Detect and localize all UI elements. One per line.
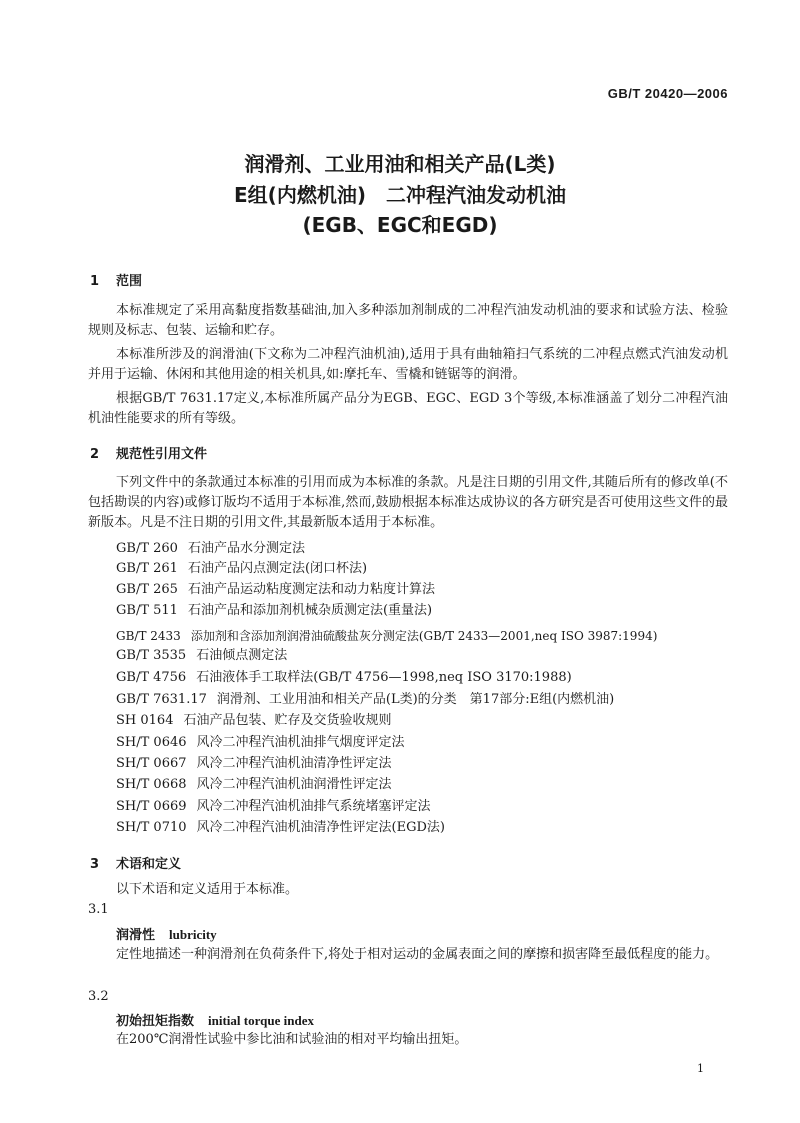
reference-title: 石油液体手工取样法(GB/T 4756—1998,neq ISO 3170:1988) — [196, 670, 572, 685]
section-number: 2 — [90, 447, 100, 462]
section-title: 范围 — [116, 274, 143, 289]
reference-code: SH/T 0710 — [116, 820, 187, 835]
reference-title: 石油产品包装、贮存及交货验收规则 — [183, 713, 392, 728]
reference-code: SH/T 0646 — [116, 735, 187, 750]
section-2-intro: 下列文件中的条款通过本标准的引用而成为本标准的条款。凡是注日期的引用文件,其随后所有的修改单(不包括勘误的内容)或修订版均不适用于本标准,然而,鼓励根据本标准达成协议的各方研究是否可使用这些文件的最新版本。凡是不注日期的引用文件,其最新版本适用于本标准。 — [88, 475, 728, 530]
reference-item — [116, 539, 305, 559]
reference-code: SH 0164 — [116, 713, 174, 728]
section-number: 1 — [90, 274, 100, 289]
reference-title: 石油倾点测定法 — [196, 648, 288, 663]
reference-item — [116, 580, 435, 600]
reference-item — [116, 797, 431, 817]
reference-item — [116, 601, 432, 621]
section-1-paragraph-1: 本标准规定了采用高黏度指数基础油,加入多种添加剂制成的二冲程汽油发动机油的要求和试验方法、检验规则及标志、包装、运输和贮存。 — [88, 303, 728, 338]
reference-title: 石油产品运动粘度测定法和动力粘度计算法 — [187, 582, 435, 597]
term-chinese: 润滑性 — [116, 928, 156, 943]
standard-code: GB/T 20420—2006 — [607, 86, 728, 101]
term-english: lubricity — [169, 927, 217, 942]
reference-item — [116, 754, 392, 774]
reference-code: GB/T 4756 — [116, 670, 187, 685]
title-line-3: (EGB、EGC和EGD) — [302, 213, 498, 237]
reference-code: GB/T 7631.17 — [116, 692, 207, 707]
reference-title: 添加剂和含添加剂润滑油硫酸盐灰分测定法(GB/T 2433—2001,neq ISO 3987:1994) — [190, 629, 658, 643]
reference-title: 石油产品水分测定法 — [187, 541, 305, 556]
reference-code: SH/T 0669 — [116, 799, 187, 814]
reference-code: GB/T 3535 — [116, 648, 187, 663]
reference-item — [116, 626, 657, 646]
term-heading — [116, 924, 217, 943]
reference-item — [116, 711, 391, 731]
term-number: 3.2 — [88, 989, 109, 1004]
term-definition: 在200℃润滑性试验中参比油和试验油的相对平均输出扭矩。 — [116, 1032, 468, 1047]
reference-title: 风冷二冲程汽油机油清净性评定法 — [196, 756, 392, 771]
section-2-heading — [90, 443, 207, 462]
term-english: initial torque index — [208, 1013, 314, 1028]
section-title: 规范性引用文件 — [116, 447, 208, 462]
reference-title: 石油产品和添加剂机械杂质测定法(重量法) — [187, 603, 433, 618]
section-1-paragraph-2: 本标准所涉及的润滑油(下文称为二冲程汽油机油),适用于具有曲轴箱扫气系统的二冲程点燃式汽油发动机并用于运输、休闲和其他用途的相关机具,如:摩托车、雪橇和链锯等的润滑。 — [88, 347, 728, 382]
reference-code: GB/T 2433 — [116, 629, 181, 643]
term-heading — [116, 1010, 314, 1029]
reference-title: 风冷二冲程汽油机油排气烟度评定法 — [196, 735, 405, 750]
reference-title: 风冷二冲程汽油机油清净性评定法(EGD法) — [196, 820, 445, 835]
section-title: 术语和定义 — [116, 857, 182, 872]
reference-item — [116, 646, 287, 666]
reference-item — [116, 733, 405, 753]
title-line-2: E组(内燃机油) 二冲程汽油发动机油 — [234, 183, 566, 207]
section-1-heading — [90, 270, 142, 289]
reference-item — [116, 668, 572, 688]
reference-title: 润滑剂、工业用油和相关产品(L类)的分类 第17部分:E组(内燃机油) — [216, 692, 615, 707]
reference-item — [116, 690, 614, 710]
title-line-1: 润滑剂、工业用油和相关产品(L类) — [244, 152, 556, 176]
reference-title: 风冷二冲程汽油机油排气系统堵塞评定法 — [196, 799, 431, 814]
reference-code: GB/T 260 — [116, 541, 178, 556]
reference-code: GB/T 261 — [116, 561, 178, 576]
reference-item — [116, 818, 445, 838]
reference-item — [116, 559, 367, 579]
term-chinese: 初始扭矩指数 — [116, 1014, 195, 1029]
page-number: 1 — [697, 1062, 704, 1075]
term-number: 3.1 — [88, 902, 109, 917]
section-number: 3 — [90, 857, 100, 872]
reference-item — [116, 775, 392, 795]
section-3-heading — [90, 853, 181, 872]
section-1-paragraph-3: 根据GB/T 7631.17定义,本标准所属产品分为EGB、EGC、EGD 3个等级,本标准涵盖了划分二冲程汽油机油性能要求的所有等级。 — [88, 391, 728, 426]
reference-code: GB/T 511 — [116, 603, 178, 618]
section-3-intro: 以下术语和定义适用于本标准。 — [116, 882, 299, 897]
reference-title: 风冷二冲程汽油机油润滑性评定法 — [196, 777, 392, 792]
reference-code: SH/T 0668 — [116, 777, 187, 792]
reference-title: 石油产品闪点测定法(闭口杯法) — [187, 561, 368, 576]
reference-code: SH/T 0667 — [116, 756, 187, 771]
reference-code: GB/T 265 — [116, 582, 178, 597]
term-definition: 定性地描述一种润滑剂在负荷条件下,将处于相对运动的金属表面之间的摩擦和损害降至最低程度的能力。 — [116, 947, 719, 962]
